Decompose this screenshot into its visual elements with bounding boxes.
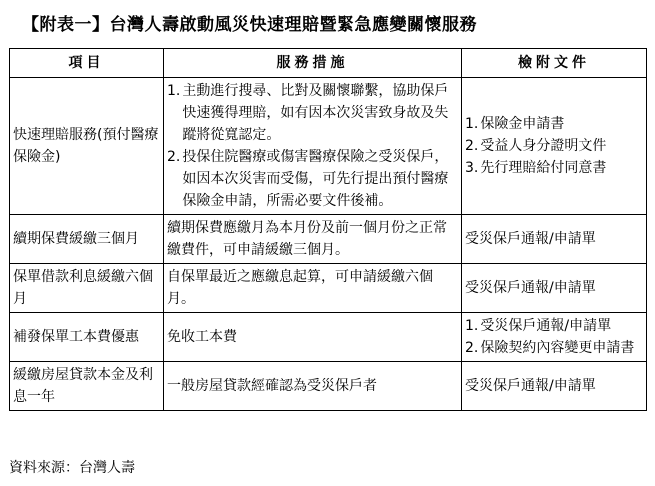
- list-text: 保險金申請書: [480, 116, 565, 132]
- list-text: 先行理賠給付同意書: [480, 160, 607, 176]
- list-text: 保險契約內容變更申請書: [480, 340, 635, 356]
- list-item: [167, 80, 458, 146]
- table-row: [10, 264, 647, 313]
- list-number: 2.: [167, 149, 181, 165]
- documents-cell: 受災保戶通報/申請單: [462, 264, 647, 313]
- list-text: 投保住院醫療或傷害醫療保險之受災保戶，如因本次災害而受傷，可先行提出預付醫療保險金申請，所需必要文件後補。: [182, 149, 449, 209]
- documents-cell: [462, 313, 647, 362]
- table-title: 【附表一】台灣人壽啟動風災快速理賠暨緊急應變關懷服務: [22, 15, 477, 35]
- item-cell: 快速理賠服務(預付醫療保險金): [10, 78, 164, 215]
- services-cell: 免收工本費: [164, 313, 462, 362]
- documents-list: [465, 315, 643, 359]
- list-item: [465, 337, 643, 359]
- table-row: [10, 78, 647, 215]
- list-text: 主動進行搜尋、比對及關懷聯繫，協助保戶快速獲得理賠，如有因本次災害致身故及失蹤將從寬認定。: [182, 83, 449, 143]
- list-number: 3.: [465, 160, 479, 176]
- documents-list: [465, 113, 643, 179]
- list-number: 2.: [465, 138, 479, 154]
- item-cell: 保單借款利息緩繳六個月: [10, 264, 164, 313]
- source-note: 資料來源：台灣人壽: [9, 460, 135, 476]
- header-documents: 檢附文件: [462, 49, 647, 78]
- header-item: 項目: [10, 49, 164, 78]
- services-list: [167, 80, 458, 212]
- item-cell: 緩繳房屋貸款本金及利息一年: [10, 362, 164, 411]
- services-cell: 續期保費應繳月為本月份及前一個月份之正常繳費件，可申請緩繳三個月。: [164, 215, 462, 264]
- table-row: [10, 362, 647, 411]
- list-number: 1.: [465, 318, 479, 334]
- list-text: 受災保戶通報/申請單: [480, 318, 612, 334]
- list-number: 2.: [465, 340, 479, 356]
- list-item: [465, 157, 643, 179]
- documents-cell: [462, 78, 647, 215]
- header-services: 服務措施: [164, 49, 462, 78]
- list-item: [167, 146, 458, 212]
- services-cell: [164, 78, 462, 215]
- item-cell: 續期保費緩繳三個月: [10, 215, 164, 264]
- list-number: 1.: [167, 83, 181, 99]
- list-item: [465, 315, 643, 337]
- table-row: [10, 313, 647, 362]
- services-table: [9, 48, 647, 411]
- header-row: [10, 49, 647, 78]
- list-text: 受益人身分證明文件: [480, 138, 607, 154]
- documents-cell: 受災保戶通報/申請單: [462, 215, 647, 264]
- documents-cell: 受災保戶通報/申請單: [462, 362, 647, 411]
- list-item: [465, 135, 643, 157]
- list-item: [465, 113, 643, 135]
- table-row: [10, 215, 647, 264]
- services-cell: 自保單最近之應繳息起算，可申請緩繳六個月。: [164, 264, 462, 313]
- list-number: 1.: [465, 116, 479, 132]
- item-cell: 補發保單工本費優惠: [10, 313, 164, 362]
- services-cell: 一般房屋貸款經確認為受災保戶者: [164, 362, 462, 411]
